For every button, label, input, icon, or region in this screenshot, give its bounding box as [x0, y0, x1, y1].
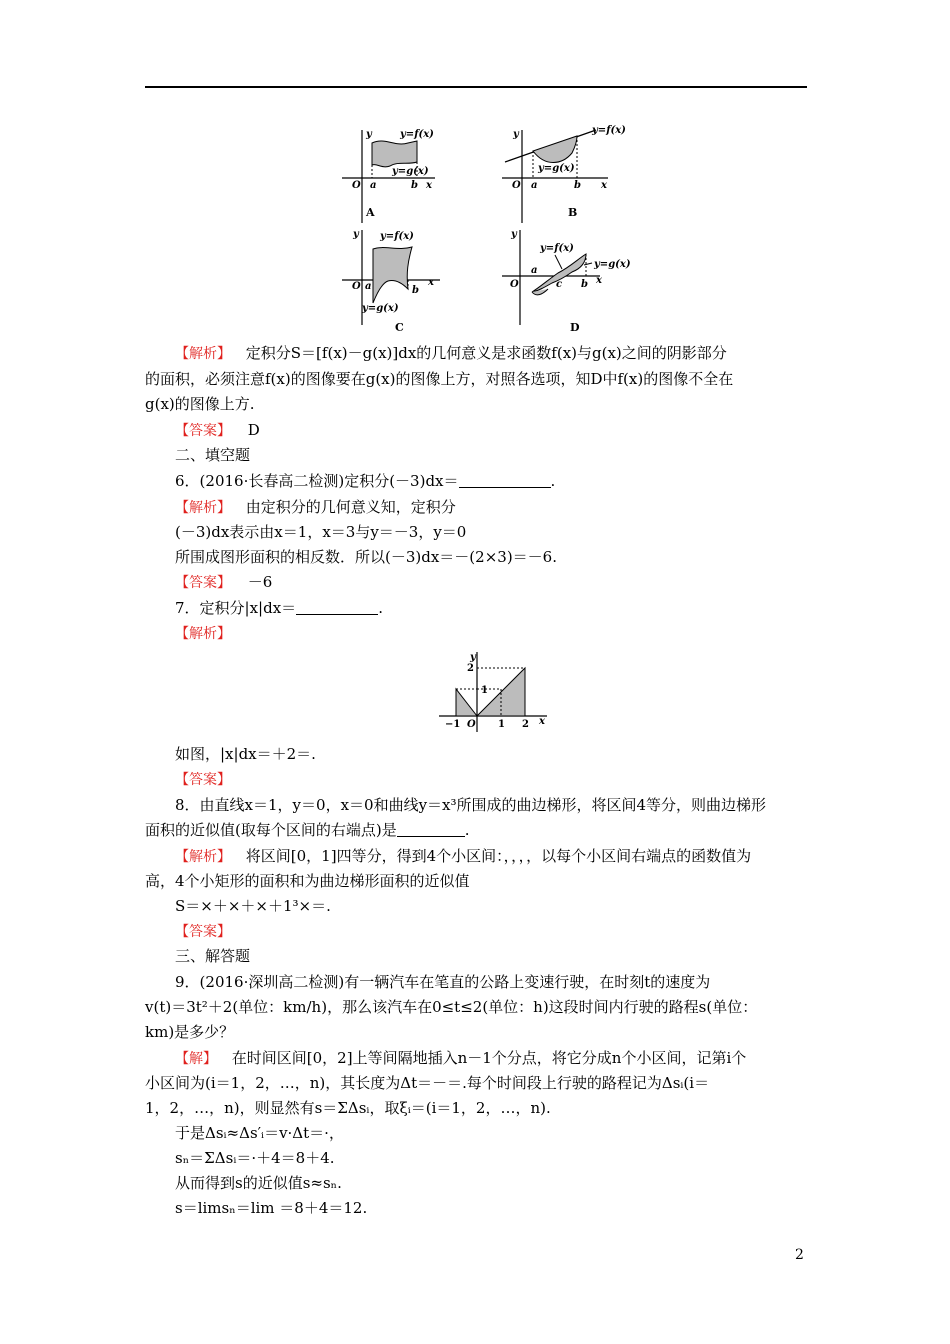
- figure-a: [340, 125, 440, 225]
- answer-tag: 【答案】: [175, 772, 231, 788]
- q7-analysis-line: [175, 623, 231, 644]
- q9-solution-text-1: 在时间区间[0，2]上等间隔地插入n－1个分点，将它分成n个小区间，记第i个: [231, 1049, 747, 1067]
- q9-solution-line-3: 1，2，…，n)，则显然有s＝ΣΔsᵢ，取ξᵢ＝(i＝1，2，…，n).: [145, 1099, 551, 1117]
- q8-question-text-2: 面积的近似值(取每个区间的右端点)是: [145, 821, 397, 839]
- q8-question-line-2: [145, 820, 470, 840]
- q6-question: [175, 471, 555, 491]
- q8-analysis-line-1: [175, 846, 751, 867]
- q5-analysis-line-3: g(x)的图像上方.: [145, 395, 255, 413]
- q7-fig-x2: 2: [522, 719, 529, 730]
- q7-fig-y2: 2: [467, 663, 474, 674]
- q6-answer-blank: [459, 473, 551, 488]
- q6-question-text: 6．(2016·长春高二检测)定积分(－3)dx＝: [175, 472, 459, 490]
- fig-a-a: a: [370, 180, 377, 191]
- q5-analysis-text-1: 定积分S＝[f(x)－g(x)]dx的几何意义是求函数f(x)与g(x)之间的阴影部分: [245, 344, 727, 362]
- fig-d-o: O: [510, 279, 519, 290]
- fig-a-f-label: y=f(x): [400, 129, 434, 140]
- figure-q7-abs-x: [435, 648, 555, 734]
- fig-b-a: a: [531, 180, 538, 191]
- q8-answer-line: [175, 921, 231, 942]
- fig-c-caption: C: [395, 321, 404, 334]
- q7-question-end: .: [378, 599, 383, 617]
- q9-question-line-2: v(t)＝3t²＋2(单位：km/h)，那么该汽车在0≤t≤2(单位：h)这段时间内行驶的路程s(单位：: [145, 998, 758, 1016]
- q8-analysis-text-1: 将区间[0，1]四等分，得到4个小区间：，，，，以每个小区间右端点的函数值为: [245, 847, 752, 865]
- fig-b-x: x: [601, 180, 607, 191]
- q9-solution-line-2: 小区间为(i＝1，2，…，n)，其长度为Δt＝－＝.每个时间段上行驶的路程记为Δsᵢ(i＝: [145, 1074, 710, 1092]
- q8-question-line-1: 8．由直线x＝1，y＝0，x＝0和曲线y＝x³所围成的曲边梯形，将区间4等分，则曲边梯形: [175, 796, 767, 814]
- q6-analysis-line-3: 所围成图形面积的相反数．所以(－3)dx＝－(2×3)＝－6.: [175, 548, 557, 566]
- q9-solution-line-1: [175, 1048, 746, 1069]
- q7-fig-xm1: −1: [445, 719, 461, 730]
- solution-tag: 【解】: [175, 1051, 217, 1067]
- header-rule: [145, 86, 807, 88]
- q9-solution-line-7: s＝limsₙ＝lim ＝8＋4＝12.: [175, 1199, 368, 1217]
- q5-answer-line: [175, 420, 260, 441]
- q7-fig-x1: 1: [498, 719, 505, 730]
- fig-c-g-label: y=g(x): [362, 303, 399, 314]
- fig-d-caption: D: [570, 321, 580, 334]
- q8-answer-blank: [397, 822, 465, 837]
- q6-answer-line: [175, 572, 272, 593]
- q6-question-end: .: [550, 472, 556, 490]
- q9-solution-line-4: 于是Δsᵢ≈Δs′ᵢ＝v·Δt＝·，: [175, 1124, 344, 1142]
- fig-a-o: O: [352, 180, 361, 191]
- analysis-tag: 【解析】: [175, 500, 231, 516]
- fig-d-g-label: y=g(x): [594, 259, 631, 270]
- q6-analysis-text-1: 由定积分的几何意义知，定积分: [245, 498, 456, 516]
- q6-analysis-line-2: (－3)dx表示由x＝1，x＝3与y＝－3，y＝0: [175, 523, 467, 541]
- fig-b-f-label: y=f(x): [592, 125, 626, 136]
- fig-a-y: y: [366, 129, 372, 140]
- fig-c-f-label: y=f(x): [380, 231, 414, 242]
- fig-a-caption: A: [366, 206, 375, 219]
- q8-formula: S＝×＋×＋×＋1³×＝.: [175, 897, 331, 915]
- q7-answer-blank: [296, 600, 378, 615]
- fig-b-g-label: y=g(x): [538, 163, 575, 174]
- fig-d-c: c: [556, 279, 563, 290]
- q7-result: 如图，|x|dx＝＋2＝.: [175, 745, 316, 763]
- fig-b-b: b: [574, 180, 581, 191]
- q7-fig-x: x: [539, 716, 545, 727]
- figure-c: [340, 225, 450, 337]
- section-fill-blank-title: 二、填空题: [175, 446, 251, 464]
- fig-d-a: a: [531, 265, 538, 276]
- fig-c-a: a: [365, 281, 372, 292]
- figure-d: [500, 225, 645, 337]
- fig-b-o: O: [512, 180, 521, 191]
- fig-b-caption: B: [568, 206, 578, 219]
- analysis-tag: 【解析】: [175, 849, 231, 865]
- q5-analysis-line-2: 的面积，必须注意f(x)的图像要在g(x)的图像上方，对照各选项，知D中f(x)的图像不全在: [145, 370, 734, 388]
- answer-tag: 【答案】: [175, 575, 231, 591]
- fig-d-b: b: [581, 279, 588, 290]
- fig-b-y: y: [513, 129, 519, 140]
- q9-solution-line-5: sₙ＝ΣΔsᵢ＝·＋4＝8＋4.: [175, 1149, 335, 1167]
- q6-analysis-line-1: [175, 497, 456, 518]
- fig-a-b: b: [411, 180, 418, 191]
- q9-question-line-3: km)是多少？: [145, 1023, 235, 1041]
- fig-c-y: y: [353, 229, 359, 240]
- q8-question-end: .: [464, 821, 470, 839]
- q9-question-line-1: 9．(2016·深圳高二检测)有一辆汽车在笔直的公路上变速行驶，在时刻t的速度为: [175, 973, 711, 991]
- q5-analysis-line-1: [175, 343, 727, 364]
- figure-b: [500, 125, 635, 225]
- analysis-tag: 【解析】: [175, 346, 231, 362]
- q7-question: [175, 598, 383, 618]
- q7-fig-y: y: [470, 652, 476, 663]
- fig-c-o: O: [352, 281, 361, 292]
- fig-d-y: y: [511, 229, 517, 240]
- analysis-tag: 【解析】: [175, 626, 231, 642]
- q7-fig-o: O: [467, 719, 476, 730]
- q6-answer: －6: [247, 573, 273, 591]
- fig-a-g-label: y=g(x): [392, 166, 429, 177]
- fig-c-b: b: [412, 285, 419, 296]
- fig-a-x: x: [426, 180, 432, 191]
- section-solve-title: 三、解答题: [175, 947, 251, 965]
- q9-solution-line-6: 从而得到s的近似值s≈sₙ.: [175, 1174, 342, 1192]
- q7-fig-y1: 1: [481, 685, 488, 696]
- answer-tag: 【答案】: [175, 924, 231, 940]
- page-number: 2: [795, 1247, 804, 1263]
- q7-question-text: 7．定积分|x|dx＝: [175, 599, 297, 617]
- answer-tag: 【答案】: [175, 423, 231, 439]
- fig-c-x: x: [428, 277, 434, 288]
- q5-answer: D: [247, 421, 260, 439]
- fig-d-x: x: [596, 275, 602, 286]
- q8-analysis-line-2: 高，4个小矩形的面积和为曲边梯形面积的近似值: [145, 872, 470, 890]
- q7-answer-line: [175, 769, 231, 790]
- fig-d-f-label: y=f(x): [540, 243, 574, 254]
